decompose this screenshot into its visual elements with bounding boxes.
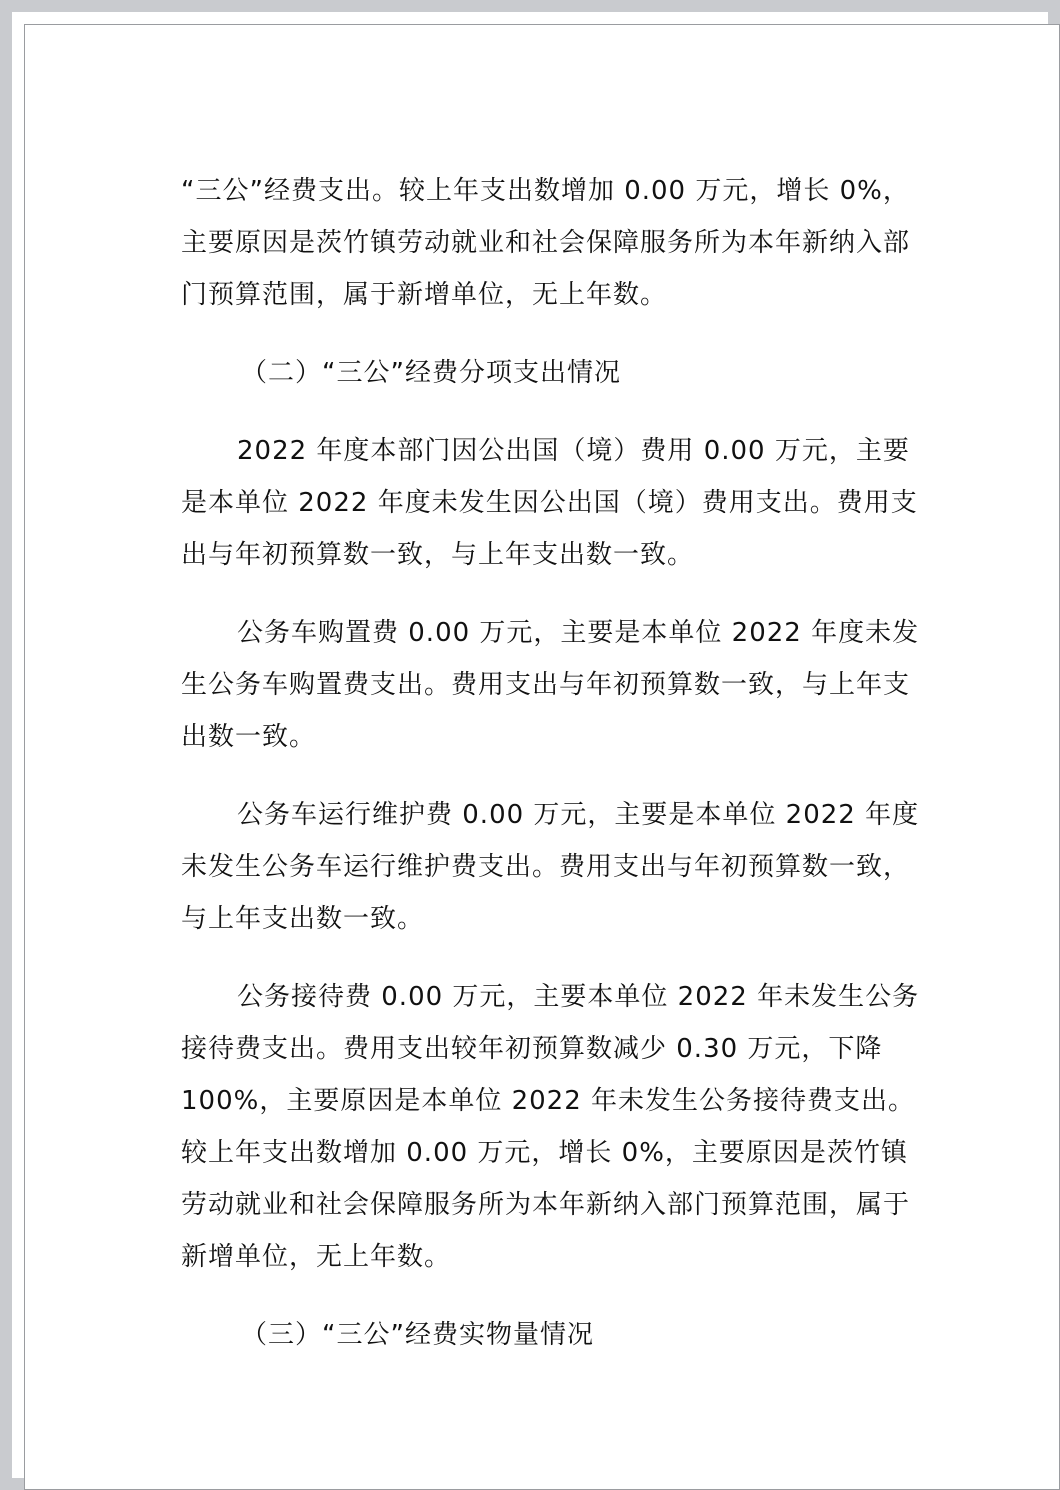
document-page [24, 24, 1060, 1490]
paragraph-reception: 公务接待费 0.00 万元，主要本单位 2022 年未发生公务接待费支出。费用支出较年初预算数减少 0.30 万元，下降 100%，主要原因是本单位 2022 年未发生公务接待费支出。较上年支出数增加 0.00 万元，增长 0%，主要原因是茨竹镇劳动就业和社会保障服务所为本年新纳入部门预算范围，属于新增单位，无上年数。 [181, 982, 920, 1272]
paragraph-continuation: “三公”经费支出。较上年支出数增加 0.00 万元，增长 0%，主要原因是茨竹镇劳动就业和社会保障服务所为本年新纳入部门预算范围，属于新增单位，无上年数。 [181, 176, 911, 310]
section-heading-2: （二）“三公”经费分项支出情况 [241, 358, 621, 388]
document-body [181, 165, 921, 1387]
paragraph-vehicle-maintenance: 公务车运行维护费 0.00 万元，主要是本单位 2022 年度未发生公务车运行维护费支出。费用支出与年初预算数一致，与上年支出数一致。 [181, 800, 920, 934]
paragraph-vehicle-purchase: 公务车购置费 0.00 万元，主要是本单位 2022 年度未发生公务车购置费支出。费用支出与年初预算数一致，与上年支出数一致。 [181, 618, 920, 752]
section-heading-3: （三）“三公”经费实物量情况 [241, 1320, 594, 1350]
paragraph-overseas-travel: 2022 年度本部门因公出国（境）费用 0.00 万元，主要是本单位 2022 年度未发生因公出国（境）费用支出。费用支出与年初预算数一致，与上年支出数一致。 [181, 436, 918, 570]
